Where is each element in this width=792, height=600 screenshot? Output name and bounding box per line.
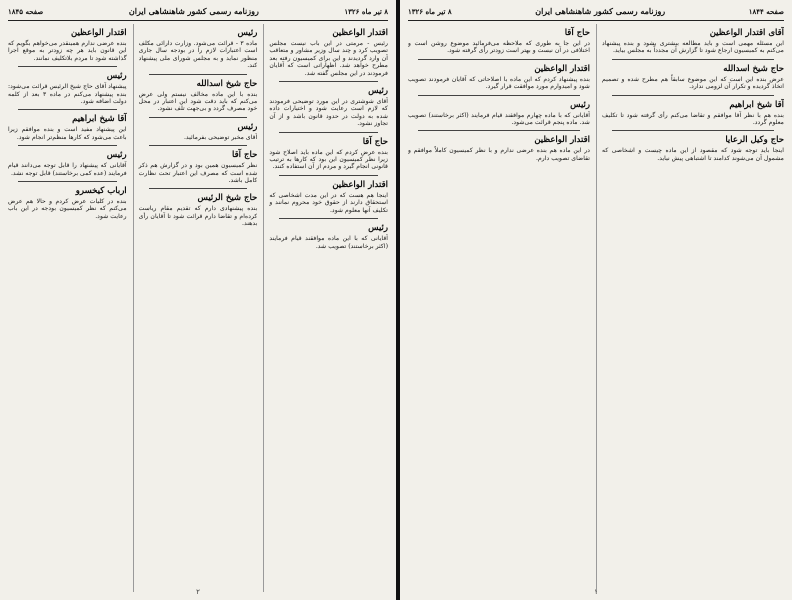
section-divider [279,81,378,82]
speech-paragraph: بنده عرضی ندارم همینقدر می‌خواهم بگویم که این قانون باید هر چه زودتر به موقع اجرا گذاشته شود تا مردم بلاتکلیف نمانند. [7,40,127,62]
speaker-heading: رئیس [368,86,388,97]
speaker-heading: حاج شیخ اسدالله [196,78,258,89]
section-divider [149,188,248,189]
right-column-1 [596,24,784,592]
speaker-heading: ارباب کیخسرو [75,186,127,197]
right-page-footer: ۱ [594,588,598,596]
speech-paragraph: بنده با این ماده مخالف نیستم ولی عرض می‌کنم که باید دقت شود این اعتبار در محل خود مصرف گردد و بی‌جهت تلف نشود. [138,90,258,113]
section-divider [612,130,774,131]
speaker-heading: رئیس [106,150,127,161]
speech-paragraph: بنده در کلیات عرض کردم و حالا هم عرض می‌کنم که نظر کمیسیون بودجه در این باب رعایت شود. [7,198,127,220]
section-divider [149,145,248,146]
speaker-heading: اقتدار الواعظین [534,63,590,74]
speaker-heading: اقتدار الواعظین [70,28,127,38]
left-page-header [8,4,388,21]
speaker-heading: اقتدار الواعظین [534,135,590,146]
speech-paragraph: آقای شوشتری در این مورد توضیحی فرمودند که لازم است رعایت شود و اختیارات داده شده به دولت در حدود قانون باشد و از آن تجاوز نشود. [269,98,388,128]
left-page-number: صفحه ۱۸۴۵ [8,6,44,16]
speech-paragraph: نظر کمیسیون همین بود و در گزارش هم ذکر شده است که مصرف این اعتبار تحت نظارت کامل باشد. [138,162,258,185]
speaker-heading: آقا شیخ ابراهیم [72,114,127,125]
section-divider [418,59,580,60]
section-divider [279,132,378,133]
speech-paragraph: بنده عرض کردم که این ماده باید اصلاح شود زیرا نظر کمیسیون این بود که کارها به ترتیب قانونی انجام گیرد و مردم از آن استفاده کنند. [269,148,388,171]
speaker-heading: حاج وکیل الرعایا [725,135,784,146]
speaker-heading: اقتدار الواعظین [332,179,388,190]
speech-paragraph: بنده هم با نظر آقا موافقم و تقاضا می‌کنم رأی گرفته شود تا تکلیف معلوم گردد. [602,111,784,127]
left-column-2 [133,24,258,592]
section-divider [18,181,117,182]
section-divider [18,109,117,110]
left-page-paper-title: روزنامه رسمی کشور شاهنشاهی ایران [128,6,259,16]
left-column-3 [8,24,127,592]
section-divider [612,95,774,96]
speaker-heading: آقا شیخ ابراهیم [729,99,784,110]
right-page [400,0,792,600]
speech-paragraph: پیشنهاد آقای حاج شیخ الرئیس قرائت می‌شود: بنده پیشنهاد می‌کنم در ماده ۳ بعد از کلمه دولت اضافه شود. [7,83,127,106]
section-divider [612,59,774,60]
speech-paragraph: رئیس - مرمتی در این باب نیست مجلس تصویب کرد و چند سال وزیر مشاور و متعاقب آن وارد گردیدند و این برای کمیسیون رفته بعد مطرح خواهد شد. اظهاراتی است که آقایان فرمودند در این مجلس گفته شد. [269,40,388,77]
speaker-heading: حاج آقا [232,150,258,161]
speaker-heading: آقای اقتدار الواعظین [709,28,784,38]
speaker-heading: حاج آقا [362,136,388,147]
section-divider [18,66,117,67]
speaker-heading: رئیس [570,99,590,110]
speech-paragraph: بنده پیشنهاد کردم که این ماده با اصلاحاتی که آقایان فرمودند تصویب شود و امیدوارم مورد موافقت قرار گیرد. [408,75,590,91]
speaker-heading: رئیس [106,71,127,82]
left-page-columns [8,24,388,592]
speech-paragraph: اینجا هم هست که در این مدت اشخاصی که استحقاق دارند از حقوق خود محروم نمانند و تکلیف آنها معلوم شود. [269,191,388,214]
speech-paragraph: این پیشنهاد مفید است و بنده موافقم زیرا باعث می‌شود که کارها منظم‌تر انجام شود. [7,126,127,141]
speech-paragraph: آقایانی که پیشنهاد را قابل توجه می‌دانند قیام فرمایند (عده کمی برخاستند) قابل توجه نشد. [7,162,127,177]
speech-paragraph: اینجا باید توجه شود که مقصود از این ماده چیست و اشخاصی که مشمول آن می‌شوند کدامند تا اشتباهی پیش نیاید. [602,147,784,162]
right-page-paper-title: روزنامه رسمی کشور شاهنشاهی ایران [535,6,666,16]
speech-paragraph: عرض بنده این است که این موضوع سابقاً هم مطرح شده و تصمیم اتخاذ گردیده و تکرار آن لزومی ندارد. [602,75,784,91]
speaker-heading: رئیس [237,121,258,132]
speech-paragraph: آقایانی که با ماده چهارم موافقند قیام فرمایند (اکثر برخاستند) تصویب شد. ماده پنجم قرائت می‌شود. [408,111,590,127]
speech-paragraph: در این ماده هم بنده عرضی ندارم و با نظر کمیسیون کاملاً موافقم و تقاضای تصویب دارم. [408,147,590,162]
section-divider [279,175,378,176]
right-page-header [408,4,784,21]
left-page-footer: ۲ [196,588,200,596]
speech-paragraph: ماده ۳ - قرائت می‌شود. وزارت دارائی مکلف است اعتبارات لازم را در بودجه سال جاری منظور نماید و به مجلس شورای ملی پیشنهاد کند. [138,40,258,70]
section-divider [149,117,248,118]
speaker-heading: رئیس [368,223,388,234]
speaker-heading: رئیس [237,28,258,38]
speech-paragraph: در این جا به طوری که ملاحظه می‌فرمائید موضوع روشن است و اختلافی در آن نیست و بهتر است زودتر رأی گرفته شود. [408,40,590,55]
right-page-number: صفحه ۱۸۴۴ [748,6,784,16]
speech-paragraph: آقای مخبر توضیحی بفرمائید. [183,133,258,141]
section-divider [418,95,580,96]
speech-paragraph: بنده پیشنهادی دارم که تقدیم مقام ریاست کرده‌ام و تقاضا دارم قرائت شود تا آقایان رأی بدهند. [138,205,258,228]
speaker-heading: حاج شیخ اسدالله [723,63,784,74]
right-page-date: ۸ تیر ماه ۱۳۲۶ [408,6,452,16]
speaker-heading: اقتدار الواعظین [332,28,388,38]
section-divider [149,74,248,75]
left-page-date: ۸ تیر ماه ۱۳۲۶ [344,6,388,16]
speech-paragraph: این مسئله مهمی است و باید مطالعه بیشتری بشود و بنده پیشنهاد می‌کنم به کمیسیون ارجاع شود تا گزارش آن مجدداً به مجلس بیاید. [602,40,784,55]
section-divider [18,145,117,146]
right-column-2 [408,24,590,592]
speaker-heading: حاج آقا [564,28,590,38]
right-page-columns [408,24,784,592]
speech-paragraph: آقایانی که با این ماده موافقند قیام فرمایند (اکثر برخاستند) تصویب شد. [269,235,388,250]
speaker-heading: حاج شیخ الرئیس [197,193,258,204]
left-column-1 [263,24,388,592]
section-divider [279,218,378,219]
section-divider [418,130,580,131]
